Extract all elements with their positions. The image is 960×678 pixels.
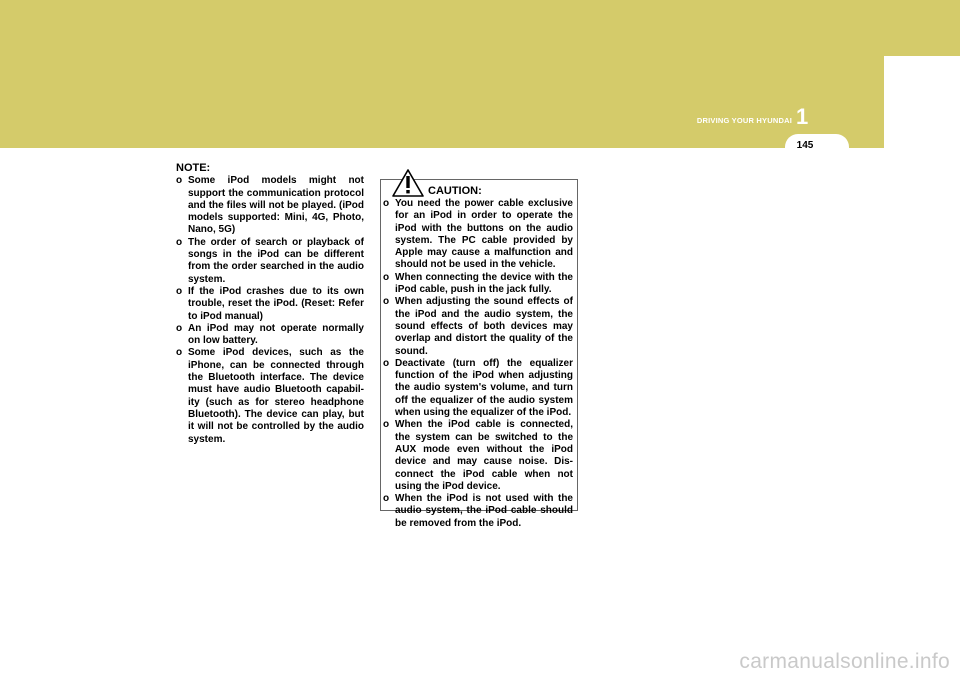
bullet-marker: o bbox=[383, 357, 390, 369]
bullet-marker: o bbox=[383, 419, 390, 431]
note-item-text: Some iPod devices, such as the iPhone, can be connected through the Bluetooth interface. The device must have audio Bluetooth capabil-ity (such as for stereo headphone Bluetooth). The device can play, but it will not be controlled by the audio system. bbox=[188, 347, 364, 445]
bullet-marker: o bbox=[176, 347, 183, 359]
caution-section bbox=[383, 198, 573, 530]
note-title: NOTE: bbox=[176, 162, 211, 174]
header-corner bbox=[884, 56, 960, 148]
chapter-number: 1 bbox=[796, 104, 809, 129]
caution-item-text: You need the power cable exclusive for an iPod in order to operate the iPod with the buttons on the audio system. The PC cable provided by Apple may cause a malfunction and should not be used in the vehicle. bbox=[395, 198, 573, 271]
caution-item-text: When the iPod is not used with the audio system, the iPod cable should be removed from the iPod. bbox=[395, 493, 573, 529]
caution-item-text: Deactivate (turn off) the equalizer function of the iPod when adjusting the audio system's volume, and turn off the equalizer of the audio system when using the equalizer of the iPod. bbox=[395, 357, 573, 419]
list-item bbox=[383, 419, 573, 493]
list-item bbox=[176, 237, 364, 286]
list-item bbox=[383, 198, 573, 272]
list-item bbox=[176, 347, 364, 445]
bullet-marker: o bbox=[176, 322, 183, 334]
list-item bbox=[383, 493, 573, 530]
bullet-marker: o bbox=[176, 285, 183, 297]
note-list bbox=[176, 175, 364, 446]
list-item bbox=[176, 323, 364, 348]
note-item-text: If the iPod crashes due to its own trouble, reset the iPod. (Reset: Refer to iPod manual) bbox=[188, 285, 364, 322]
list-item bbox=[383, 358, 573, 419]
list-item bbox=[176, 175, 364, 236]
header-band bbox=[0, 0, 960, 148]
watermark: carmanualsonline.info bbox=[739, 650, 950, 673]
note-section bbox=[176, 162, 364, 446]
list-item bbox=[383, 272, 573, 297]
list-item bbox=[176, 286, 364, 323]
bullet-marker: o bbox=[176, 236, 183, 248]
chapter-title: DRIVING YOUR HYUNDAI bbox=[696, 116, 792, 125]
bullet-marker: o bbox=[383, 271, 390, 283]
note-item-text: The order of search or playback of songs in the iPod can be different from the order searched in the audio system. bbox=[188, 236, 364, 285]
warning-triangle-icon bbox=[391, 168, 425, 198]
caution-item-text: When connecting the device with the iPod cable, push in the jack fully. bbox=[395, 271, 573, 296]
note-item-text: An iPod may not operate normally on low battery. bbox=[188, 322, 364, 347]
note-item-text: Some iPod models might not support the communication protocol and the files will not be played. (iPod models supported: Mini, 4G, Photo, Nano, 5G) bbox=[188, 175, 364, 236]
bullet-marker: o bbox=[383, 493, 390, 505]
bullet-marker: o bbox=[383, 296, 390, 308]
caution-title: CAUTION: bbox=[428, 185, 482, 197]
caution-list bbox=[383, 198, 573, 530]
bullet-marker: o bbox=[383, 198, 390, 209]
bullet-marker: o bbox=[176, 175, 183, 187]
caution-item-text: When the iPod cable is connected, the system can be switched to the AUX mode even without the iPod device and may cause noise. Dis-connect the iPod cable when not using the iPod device. bbox=[395, 419, 573, 492]
page-number: 145 bbox=[796, 140, 814, 151]
list-item bbox=[383, 296, 573, 357]
caution-item-text: When adjusting the sound effects of the iPod and the audio system, the sound effects of both devices may overlap and distort the quality of the sound. bbox=[395, 296, 573, 357]
